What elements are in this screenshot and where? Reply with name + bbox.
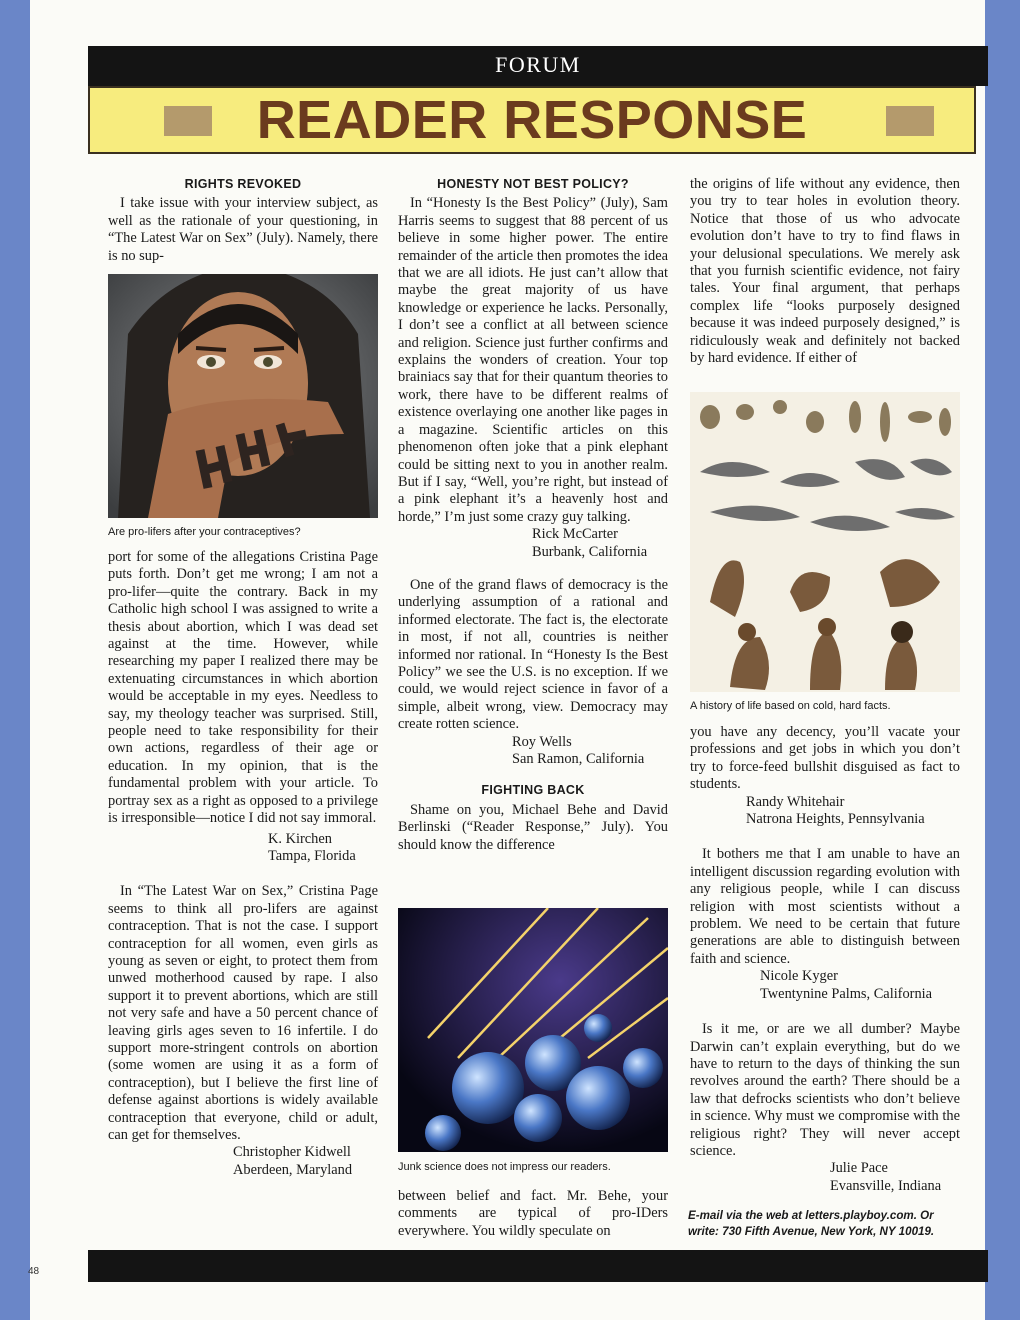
letter-text: Shame on you, Michael Behe and David Berlinski (“Reader Response,” July). You should know the difference — [398, 801, 668, 853]
signature-place: Twentynine Palms, California — [760, 985, 933, 1002]
page-number: 48 — [28, 1266, 40, 1277]
title-banner — [88, 86, 976, 154]
signature-place: Evansville, Indiana — [830, 1177, 942, 1194]
email-contact-info: E-mail via the web at letters.playboy.com. Or write: 730 Fifth Avenue, New York, NY 10019. — [688, 1209, 935, 1238]
photo-caption-1: Are pro-lifers after your contraceptives? — [108, 526, 301, 538]
signature-place: San Ramon, California — [512, 751, 645, 767]
photo-masked-protester — [108, 274, 378, 518]
signature — [690, 794, 960, 829]
protester-image — [108, 274, 378, 518]
bottom-bar — [88, 1250, 988, 1282]
signature — [108, 1144, 378, 1179]
signature-place: Aberdeen, Maryland — [233, 1161, 353, 1178]
signature-name: Nicole Kyger — [760, 968, 838, 985]
signature — [690, 968, 960, 1003]
letter-text: In “Honesty Is the Best Policy” (July), Sam Harris seems to suggest that 88 percent of us believe in some higher power. The entire remainder of the article then promotes the idea that we are all idiots. He just can’t allow that maybe the great majority of us have knowledge or experience he lacks. Personally, I don’t see a conflict at all between science and religion. Science just further confirms and explains the wonders of creation. Your top brainiacs say that for their quantum theories to work, there have to be different realms of existence overlaying one another like pages in a magazine. Scientific articles on this phenomenon often joke that a pink elephant could be sitting next to you in another realm. But if I say, “Well, you’re right, but instead of a pink elephant it’s a heavenly host and horde,” I’m just some crazy guy talking. — [398, 195, 668, 525]
letter-text: the origins of life without any evidence, then you try to tear holes in evolution theory. Notice that those of us who advocate evolution don’t have to try to find flaws in your delusional speculations. We merely ask that you furnish scientific evidence, not fairy tales. Your final argument, that perhaps complex life “looks purposely designed because it was indeed purposely designed,” is ridiculously weak and definitely not backed by hard evidence. If either of — [690, 176, 960, 367]
letter-text: It bothers me that I am unable to have an intelligent discussion regarding evolution with any religious people, while I can discuss religion with most scientists without a problem. We need to be certain that future generations are able to distinguish between faith and science. — [690, 846, 960, 967]
letter-text: In “The Latest War on Sex,” Cristina Page seems to think all pro-lifers are against contraception. That is not the case. I support contraception for all women, even girls as young as seven or eight, to protect them from unwed motherhood caused by rape. I also support it to prevent abortions, which are still not very safe and have a 50 percent chance of leaving girls ages seven to 16 infertile. I do support more-stringent controls on abortion (some women are using it as a form of contraception), but I believe the first line of defense against abortions is widely available contraception that everyone, child or adult, can get for themselves. — [108, 883, 378, 1143]
letter-text: I take issue with your interview subject, as well as the rationale of your questioning, in “The Latest War on Sex” (July). Namely, there is no sup- — [108, 195, 378, 264]
signature-place: Natrona Heights, Pennsylvania — [746, 811, 925, 828]
photo-evolution-chart — [690, 392, 960, 692]
column-1-continued — [108, 549, 378, 1179]
heading-rights-revoked: RIGHTS REVOKED — [184, 177, 302, 191]
signature-place: Burbank, California — [532, 543, 648, 560]
photo-caption-2: Junk science does not impress our readers. — [398, 1161, 611, 1173]
signature-place: Tampa, Florida — [268, 847, 356, 864]
signature-name: Randy Whitehair — [746, 793, 845, 810]
section-label: FORUM — [495, 52, 581, 77]
page-title: READER RESPONSE — [256, 90, 808, 150]
spheres-image — [398, 908, 668, 1152]
letter-text: between belief and fact. Mr. Behe, your comments are typical of pro-IDers everywhere. You wildly speculate on — [398, 1188, 668, 1239]
letter-text: you have any decency, you’ll vacate your professions and get jobs in which you don’t try to force-feed bullshit disguised as fact to students. — [690, 724, 960, 793]
column-1 — [108, 176, 378, 265]
photo-caption-3: A history of life based on cold, hard facts. — [690, 700, 891, 712]
signature-name: Julie Pace — [830, 1160, 888, 1177]
letter-text: port for some of the allegations Cristina Page puts forth. Don’t get me wrong; I am not a pro-lifer—quite the contrary. Back in my Catholic high school I was assigned to write a thesis about abortion, which I was dead set against at the time. However, while researching my paper I realized there may be extenuating circumstances in which abortion would be acceptable in my eyes. Needless to say, my theology teacher was surprised. Still, people need to take responsibility for their own actions, regardless of their age or education. In my opinion, that is the fundamental problem with your article. To portray sex as a right as opposed to a privilege is irresponsible—notice I did not say immoral. — [108, 549, 378, 827]
signature-name: Christopher Kidwell — [233, 1144, 351, 1161]
photo-cosmic-spheres — [398, 908, 668, 1152]
signature — [398, 526, 668, 561]
column-3 — [690, 176, 960, 367]
heading-fighting-back: FIGHTING BACK — [481, 783, 585, 798]
signature-name: Roy Wells — [512, 733, 572, 750]
letter-text: Is it me, or are we all dumber? Maybe Darwin can’t explain everything, but do we have to return to the days of thinking the sun revolves around the earth? There should be a law that defrocks scientists who don’t believe in science. Why must we compromise with the religious right? They will never accept science. — [690, 1021, 960, 1159]
signature-name: K. Kirchen — [268, 830, 332, 847]
signature — [690, 1160, 960, 1195]
column-2 — [398, 176, 668, 854]
column-2-continued — [398, 1188, 668, 1240]
heading-honesty: HONESTY NOT BEST POLICY? — [437, 177, 629, 191]
letter-text: One of the grand flaws of democracy is the underlying assumption of a rational and informed electorate. The fact is, the electorate in most, if not all, countries is neither informed nor rational. In “Honesty Is the Best Policy” we see the U.S. is no exception. If we could, we would reject science in favor of a simple, albeit wrong, view. Democracy may create rotten science. — [398, 576, 668, 733]
evolution-image — [690, 392, 960, 692]
signature — [398, 734, 668, 769]
signature-name: Rick McCarter — [532, 526, 618, 543]
column-3-continued — [690, 724, 960, 1195]
signature — [108, 831, 378, 866]
